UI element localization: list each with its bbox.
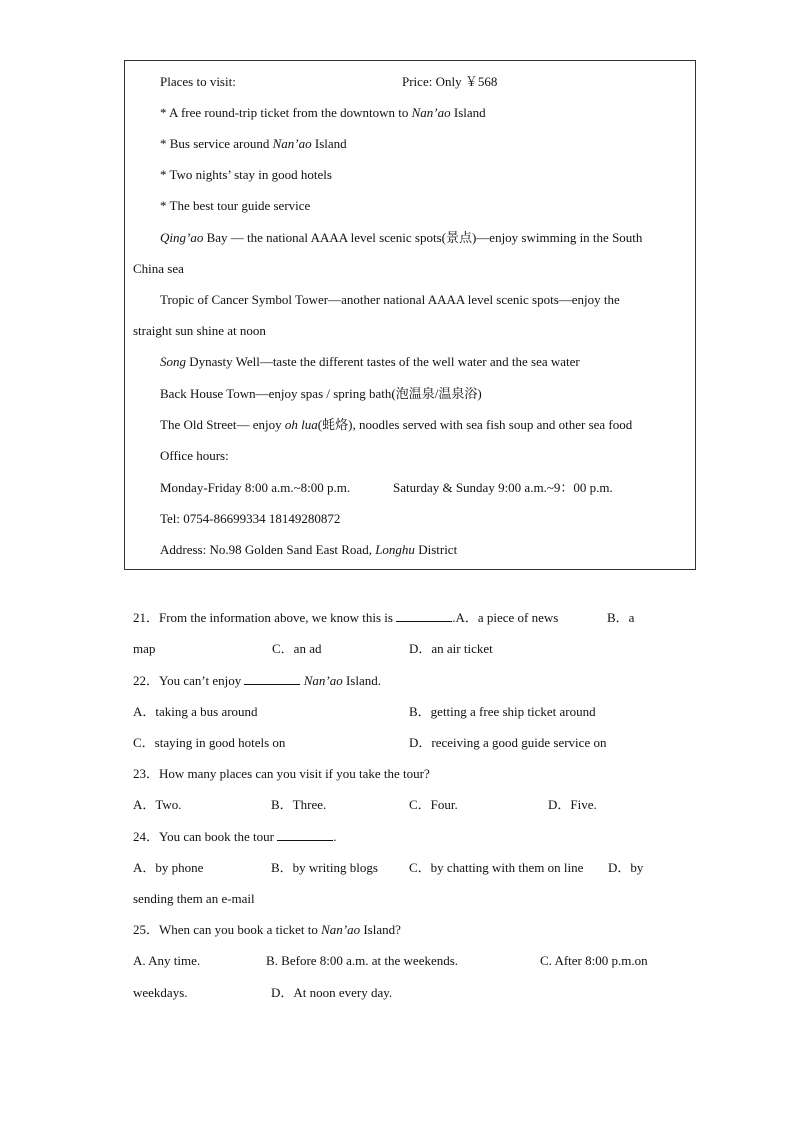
question-23-stem: 23．How many places can you visit if you take the tour? (133, 766, 430, 781)
question-24-stem: 24．You can book the tour . (133, 829, 337, 844)
places-label: Places to visit: (160, 74, 236, 89)
q23-option-a: A．Two. (133, 797, 182, 812)
q24-option-a: A．by phone (133, 860, 204, 875)
spot-song-well: Song Dynasty Well—taste the different tastes of the well water and the sea water (160, 354, 580, 369)
q23-option-d: D．Five. (548, 797, 597, 812)
answer-blank (244, 673, 300, 685)
q23-option-b: B．Three. (271, 797, 327, 812)
bullet-guide: * The best tour guide service (160, 198, 311, 213)
spot-qingao-line2: China sea (133, 261, 184, 276)
question-22-stem: 22．You can’t enjoy Nan’ao Island. (133, 673, 381, 688)
spot-back-house: Back House Town—enjoy spas / spring bath(泡温泉/温泉浴) (160, 386, 482, 401)
q25-option-d: D．At noon every day. (271, 985, 393, 1000)
bullet-hotels: * Two nights’ stay in good hotels (160, 167, 332, 182)
question-21-stem: 21．From the information above, we know this is .A．a piece of news (133, 610, 559, 625)
q23-option-c: C．Four. (409, 797, 458, 812)
bullet-bus: * Bus service around Nan’ao Island (160, 136, 347, 151)
answer-blank (396, 610, 452, 622)
q24-option-d: D．by (608, 860, 644, 875)
q22-option-c: C．staying in good hotels on (133, 735, 286, 750)
bullet-ticket: * A free round-trip ticket from the downtown to Nan’ao Island (160, 105, 486, 120)
q22-option-b: B．getting a free ship ticket around (409, 704, 596, 719)
q25-option-a: A. Any time. (133, 953, 201, 968)
q22-option-d: D．receiving a good guide service on (409, 735, 607, 750)
address: Address: No.98 Golden Sand East Road, Longhu District (160, 542, 458, 557)
q22-option-a: A．taking a bus around (133, 704, 258, 719)
q21-option-d: D．an air ticket (409, 641, 493, 656)
office-hours-label: Office hours: (160, 448, 229, 463)
q25-option-c-cont: weekdays. (133, 985, 188, 1000)
q25-option-b: B. Before 8:00 a.m. at the weekends. (266, 953, 459, 968)
q21-option-b-cont: map (133, 641, 156, 656)
telephone: Tel: 0754-86699334 18149280872 (160, 511, 341, 526)
hours-weekday: Monday-Friday 8:00 a.m.~8:00 p.m. (160, 480, 351, 495)
spot-tropic-line2: straight sun shine at noon (133, 323, 266, 338)
hours-weekend: Saturday & Sunday 9:00 a.m.~9：00 p.m. (393, 480, 613, 495)
q21-option-c: C．an ad (272, 641, 322, 656)
answer-blank (277, 829, 333, 841)
spot-tropic-line1: Tropic of Cancer Symbol Tower—another national AAAA level scenic spots—enjoy the (160, 292, 620, 307)
spot-old-street: The Old Street— enjoy oh lua(蚝烙), noodles served with sea fish soup and other sea food (160, 417, 633, 432)
spot-qingao-line1: Qing’ao Bay — the national AAAA level scenic spots(景点)—enjoy swimming in the South (160, 230, 643, 245)
price-text: Price: Only ￥568 (402, 74, 498, 89)
q24-option-b: B．by writing blogs (271, 860, 378, 875)
q24-option-d-cont: sending them an e-mail (133, 891, 255, 906)
question-25-stem: 25．When can you book a ticket to Nan’ao Island? (133, 922, 401, 937)
q24-option-c: C．by chatting with them on line (409, 860, 584, 875)
q25-option-c: C. After 8:00 p.m.on (540, 953, 648, 968)
q21-option-b: B．a (607, 610, 635, 625)
